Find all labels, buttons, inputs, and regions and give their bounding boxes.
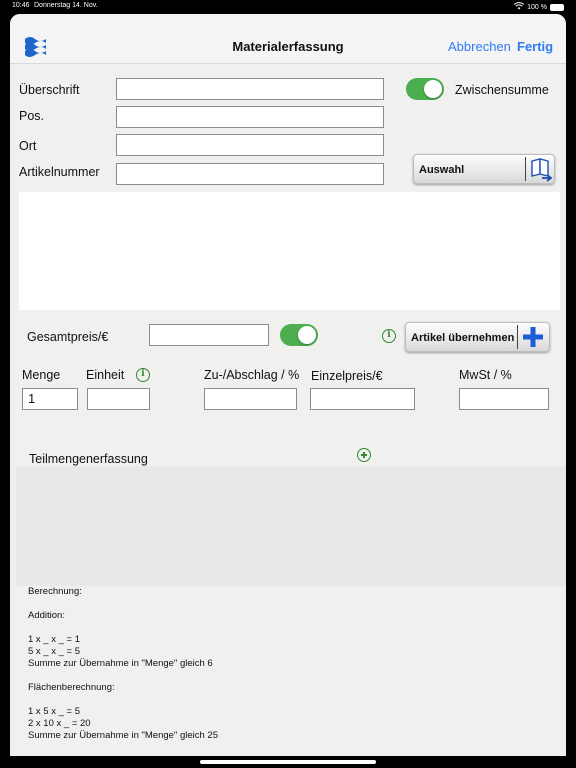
- teilmengen-list[interactable]: [16, 466, 566, 586]
- status-right: [514, 2, 564, 12]
- page-title: Materialerfassung: [232, 39, 344, 54]
- zwischensumme-toggle[interactable]: [406, 78, 444, 100]
- menge-label: Menge: [22, 368, 61, 382]
- auswahl-button-label: Auswahl: [419, 164, 465, 176]
- form-sheet: [10, 14, 566, 756]
- status-bar: [0, 0, 576, 14]
- artikel-uebernehmen-button[interactable]: [405, 322, 550, 352]
- calc-line: [28, 670, 218, 682]
- calculation-help: [28, 586, 218, 742]
- calc-line: Summe zur Übernahme in "Menge" gleich 25: [28, 730, 218, 741]
- einheit-input[interactable]: [87, 388, 150, 410]
- calc-line: Addition:: [28, 610, 65, 621]
- calc-line: Berechnung:: [28, 586, 82, 597]
- calc-line: [28, 694, 218, 706]
- ort-label: Ort: [19, 139, 37, 153]
- calc-line: 1 x _ x _ = 1: [28, 634, 81, 645]
- info-icon[interactable]: i: [382, 329, 396, 343]
- mwst-label: MwSt / %: [459, 368, 512, 382]
- calc-line: Summe zur Übernahme in "Menge" gleich 6: [28, 658, 213, 669]
- article-description-area[interactable]: [19, 192, 560, 310]
- calc-line: [28, 598, 218, 610]
- zuabschlag-label: Zu-/Abschlag / %: [204, 368, 300, 382]
- add-teilmenge-icon[interactable]: [357, 448, 371, 462]
- navbar: [10, 14, 566, 64]
- calc-line: 1 x 5 x _ = 5: [28, 706, 81, 717]
- home-indicator[interactable]: [200, 760, 376, 764]
- menge-input[interactable]: 1: [22, 388, 78, 410]
- teilmengen-label: Teilmengenerfassung: [29, 452, 148, 466]
- pos-label: Pos.: [19, 109, 45, 123]
- artikel-uebernehmen-label: Artikel übernehmen: [411, 332, 515, 344]
- calc-line: 2 x 10 x _ = 20: [28, 718, 91, 729]
- einzelpreis-input[interactable]: [310, 388, 415, 410]
- button-separator: [525, 157, 526, 181]
- wifi-icon: [514, 2, 524, 12]
- ueberschrift-input[interactable]: [116, 78, 384, 100]
- pos-input[interactable]: [116, 106, 384, 128]
- zuabschlag-input[interactable]: [204, 388, 297, 410]
- einzelpreis-label: Einzelpreis/€: [311, 369, 383, 383]
- calc-line: 5 x _ x _ = 5: [28, 646, 81, 657]
- einheit-info-icon[interactable]: i: [136, 368, 150, 382]
- battery-icon: [550, 4, 564, 11]
- mwst-input[interactable]: [459, 388, 549, 410]
- calc-line: [28, 622, 218, 634]
- gesamtpreis-label: Gesamtpreis/€: [27, 330, 109, 344]
- auswahl-button[interactable]: [413, 154, 555, 184]
- gesamtpreis-input[interactable]: [149, 324, 269, 346]
- battery-percent: 100 %: [527, 3, 547, 11]
- cancel-button[interactable]: Abbrechen: [448, 39, 511, 54]
- calc-line: Flächenberechnung:: [28, 682, 115, 693]
- status-time: 10:46: [12, 2, 30, 9]
- zwischensumme-label: Zwischensumme: [455, 83, 549, 97]
- plus-icon: [522, 326, 544, 351]
- book-arrow-icon: [529, 156, 553, 185]
- einheit-label: Einheit: [86, 368, 125, 382]
- ort-input[interactable]: [116, 134, 384, 156]
- gesamtpreis-toggle[interactable]: [280, 324, 318, 346]
- artikelnummer-input[interactable]: [116, 163, 384, 185]
- button-separator: [517, 325, 518, 349]
- ueberschrift-label: Überschrift: [19, 83, 80, 97]
- artikelnummer-label: Artikelnummer: [19, 165, 100, 179]
- status-date: Donnerstag 14. Nov.: [34, 2, 98, 9]
- done-button[interactable]: Fertig: [517, 39, 554, 54]
